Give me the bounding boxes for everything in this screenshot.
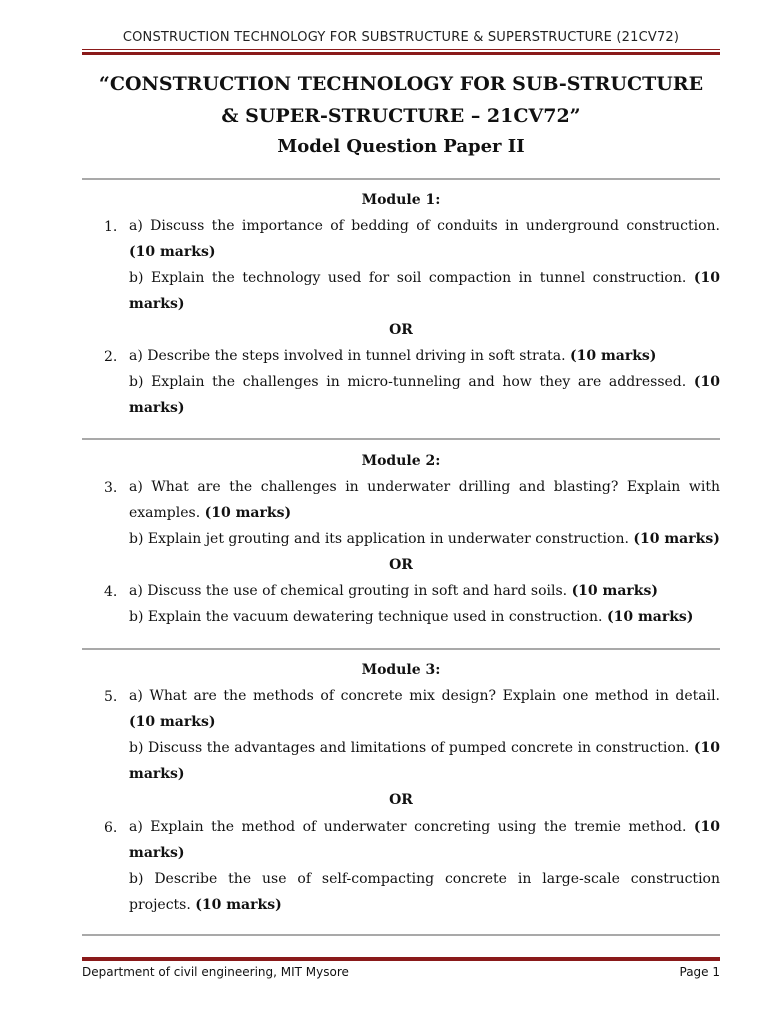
question-text: b) Describe the use of self-compacting concrete in large-scale construction projects. xyxy=(129,871,720,913)
marks-label: (10 marks) xyxy=(571,583,659,599)
question-6-number: 6. xyxy=(104,820,118,836)
section-divider xyxy=(82,178,720,180)
marks-label: (10 marks) xyxy=(129,819,721,861)
question-5b xyxy=(129,735,720,787)
running-header: CONSTRUCTION TECHNOLOGY FOR SUBSTRUCTURE & SUPERSTRUCTURE (21CV72) xyxy=(122,30,680,45)
module-3-heading: Module 3: xyxy=(361,662,441,678)
header-rule xyxy=(82,49,720,55)
question-4-number: 4. xyxy=(104,584,118,600)
question-4a xyxy=(129,578,720,604)
paper-title-line-1: “CONSTRUCTION TECHNOLOGY FOR SUB-STRUCTURE xyxy=(98,73,704,95)
question-text: b) Discuss the advantages and limitations of pumped concrete in construction. xyxy=(129,740,690,756)
paper-title xyxy=(82,68,720,132)
question-1-number: 1. xyxy=(104,219,118,235)
or-separator: OR xyxy=(389,792,413,808)
question-1b xyxy=(129,265,720,317)
question-2-number: 2. xyxy=(104,349,118,365)
question-text: b) Explain jet grouting and its application in underwater construction. xyxy=(129,531,629,547)
module-1-heading: Module 1: xyxy=(361,192,441,208)
marks-label: (10 marks) xyxy=(129,374,720,416)
or-separator: OR xyxy=(389,322,413,338)
marks-label: (10 marks) xyxy=(204,505,292,521)
paper-title-line-2: & SUPER-STRUCTURE – 21CV72” xyxy=(221,105,581,127)
marks-label: (10 marks) xyxy=(606,609,694,625)
section-divider xyxy=(82,438,720,440)
marks-label: (10 marks) xyxy=(195,897,282,913)
section-divider xyxy=(82,934,720,936)
question-text: a) Discuss the importance of bedding of conduits in underground construction. xyxy=(129,218,720,234)
question-4b xyxy=(129,604,720,630)
marks-label: (10 marks) xyxy=(633,531,720,547)
question-5-number: 5. xyxy=(104,689,118,705)
question-text: b) Explain the vacuum dewatering technique used in construction. xyxy=(129,609,603,625)
or-separator: OR xyxy=(389,557,413,573)
marks-label: (10 marks) xyxy=(129,714,216,730)
footer-page-number: Page 1 xyxy=(679,965,720,979)
question-text: a) Describe the steps involved in tunnel driving in soft strata. xyxy=(129,348,566,364)
question-text: b) Explain the technology used for soil compaction in tunnel construction. xyxy=(129,270,687,286)
question-text: a) Discuss the use of chemical grouting in soft and hard soils. xyxy=(129,583,568,599)
paper-subtitle: Model Question Paper II xyxy=(277,136,525,157)
question-2b xyxy=(129,369,720,421)
question-1a xyxy=(129,213,720,265)
marks-label: (10 marks) xyxy=(129,270,720,312)
question-text: a) What are the methods of concrete mix design? Explain one method in detail. xyxy=(129,688,720,704)
marks-label: (10 marks) xyxy=(129,740,721,782)
marks-label: (10 marks) xyxy=(569,348,657,364)
section-divider xyxy=(82,648,720,650)
question-text: b) Explain the challenges in micro-tunneling and how they are addressed. xyxy=(129,374,687,390)
module-2-heading: Module 2: xyxy=(361,453,441,469)
question-6b xyxy=(129,866,720,918)
question-text: a) What are the challenges in underwater drilling and blasting? Explain with examples. xyxy=(129,479,720,521)
question-3-number: 3. xyxy=(104,480,118,496)
footer-rule xyxy=(82,955,720,961)
question-3a xyxy=(129,474,720,526)
question-2a xyxy=(129,343,720,369)
question-6a xyxy=(129,814,720,866)
question-5a xyxy=(129,683,720,735)
question-3b xyxy=(129,526,720,552)
footer-department: Department of civil engineering, MIT Mysore xyxy=(82,965,349,979)
question-text: a) Explain the method of underwater concreting using the tremie method. xyxy=(129,819,687,835)
marks-label: (10 marks) xyxy=(129,244,216,260)
